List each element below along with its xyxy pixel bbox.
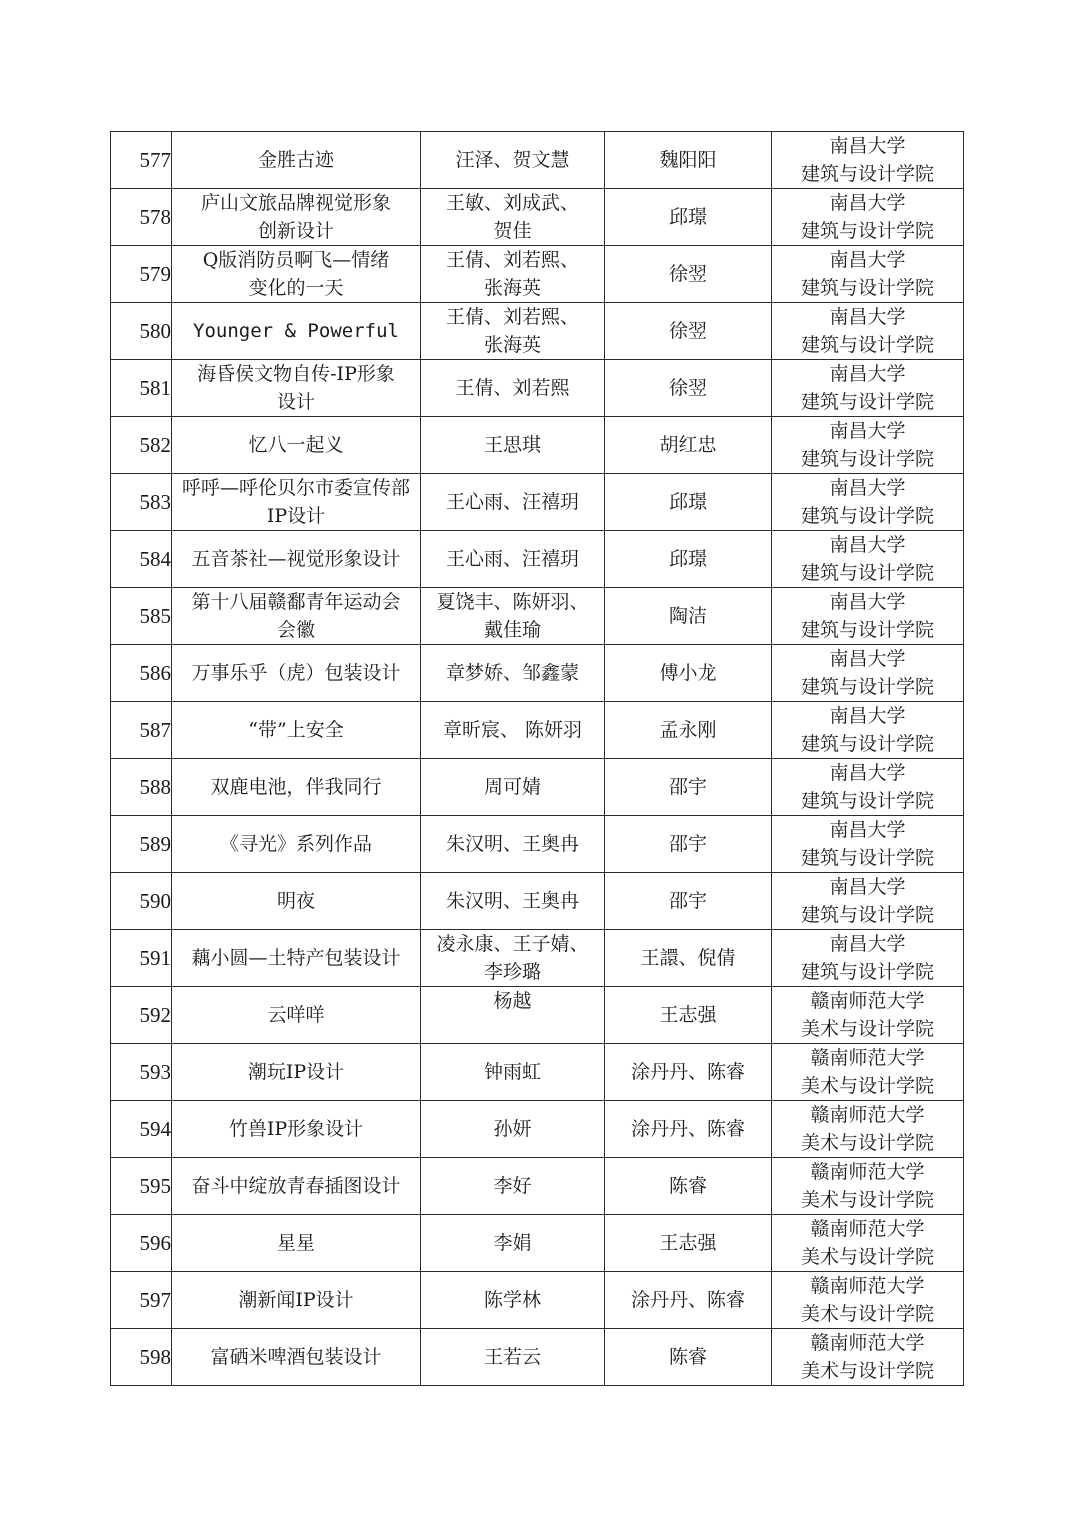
authors-cell xyxy=(421,1044,605,1101)
entry-number-cell xyxy=(111,816,172,873)
entry-number: 595 xyxy=(139,1174,171,1198)
school-cell xyxy=(772,417,964,474)
entry-number: 594 xyxy=(139,1117,171,1141)
work-title-cell xyxy=(172,1158,421,1215)
table-row xyxy=(111,1158,964,1215)
work-title-cell xyxy=(172,1329,421,1386)
advisor: 陈睿 xyxy=(668,1346,707,1368)
authors-cell xyxy=(421,645,605,702)
entry-number-cell xyxy=(111,987,172,1044)
school: 赣南师范大学 美术与设计学院 xyxy=(800,1218,934,1268)
work-title: 海昏侯文物自传-IP形象 设计 xyxy=(197,363,395,413)
work-title-cell xyxy=(172,759,421,816)
entry-number-cell xyxy=(111,1044,172,1101)
work-title-cell xyxy=(172,987,421,1044)
work-title: 双鹿电池，伴我同行 xyxy=(210,776,382,798)
authors-cell xyxy=(421,1272,605,1329)
award-table-body xyxy=(111,132,964,1386)
authors: 孙妍 xyxy=(493,1118,532,1140)
advisor: 王譞、倪倩 xyxy=(640,947,736,969)
advisor-cell xyxy=(605,531,772,588)
school: 赣南师范大学 美术与设计学院 xyxy=(800,990,934,1040)
table-row xyxy=(111,645,964,702)
school-cell xyxy=(772,759,964,816)
award-table xyxy=(110,131,964,1386)
authors: 李娟 xyxy=(493,1232,532,1254)
school: 赣南师范大学 美术与设计学院 xyxy=(800,1104,934,1154)
authors-cell xyxy=(421,189,605,246)
entry-number: 598 xyxy=(139,1345,171,1369)
work-title-cell xyxy=(172,645,421,702)
advisor-cell xyxy=(605,930,772,987)
table-row xyxy=(111,417,964,474)
work-title: 潮玩IP设计 xyxy=(247,1061,345,1083)
table-row xyxy=(111,189,964,246)
advisor-cell xyxy=(605,702,772,759)
school: 南昌大学 建筑与设计学院 xyxy=(800,534,934,584)
table-row xyxy=(111,987,964,1044)
school-cell xyxy=(772,816,964,873)
work-title: Q版消防员啊飞—情绪 变化的一天 xyxy=(202,249,390,299)
authors: 章昕宸、 陈妍羽 xyxy=(442,719,583,741)
work-title: 星星 xyxy=(276,1232,315,1254)
school: 南昌大学 建筑与设计学院 xyxy=(800,477,934,527)
work-title-cell xyxy=(172,930,421,987)
school-cell xyxy=(772,132,964,189)
entry-number-cell xyxy=(111,189,172,246)
school: 南昌大学 建筑与设计学院 xyxy=(800,819,934,869)
school: 南昌大学 建筑与设计学院 xyxy=(800,249,934,299)
authors: 王倩、刘若熙、 张海英 xyxy=(445,249,579,299)
entry-number: 578 xyxy=(139,205,171,229)
school-cell xyxy=(772,645,964,702)
advisor: 陶洁 xyxy=(668,605,707,627)
school: 南昌大学 建筑与设计学院 xyxy=(800,591,934,641)
advisor: 涂丹丹、陈睿 xyxy=(630,1061,745,1083)
entry-number-cell xyxy=(111,759,172,816)
table-row xyxy=(111,930,964,987)
entry-number: 580 xyxy=(139,319,171,343)
advisor: 王志强 xyxy=(659,1232,717,1254)
entry-number: 586 xyxy=(139,661,171,685)
authors-cell xyxy=(421,1158,605,1215)
authors-cell xyxy=(421,1101,605,1158)
work-title: 《寻光》系列作品 xyxy=(219,833,372,855)
advisor-cell xyxy=(605,1044,772,1101)
school: 南昌大学 建筑与设计学院 xyxy=(800,192,934,242)
school: 赣南师范大学 美术与设计学院 xyxy=(800,1047,934,1097)
authors-cell xyxy=(421,474,605,531)
work-title-cell xyxy=(172,360,421,417)
school-cell xyxy=(772,873,964,930)
work-title: 万事乐乎（虎）包装设计 xyxy=(191,662,401,684)
work-title-cell xyxy=(172,246,421,303)
advisor: 涂丹丹、陈睿 xyxy=(630,1289,745,1311)
advisor-cell xyxy=(605,1101,772,1158)
table-row xyxy=(111,246,964,303)
work-title: 忆八一起义 xyxy=(248,434,344,456)
authors: 夏饶丰、陈妍羽、 戴佳瑜 xyxy=(436,591,589,641)
table-row xyxy=(111,1101,964,1158)
advisor: 魏阳阳 xyxy=(659,149,717,171)
work-title: 潮新闻IP设计 xyxy=(238,1289,354,1311)
work-title: 藕小圆—土特产包装设计 xyxy=(191,947,401,969)
authors-cell xyxy=(421,759,605,816)
advisor: 孟永刚 xyxy=(659,719,717,741)
work-title-cell xyxy=(172,873,421,930)
authors: 杨越 xyxy=(493,990,532,1012)
work-title: 五音茶社—视觉形象设计 xyxy=(191,548,401,570)
work-title-cell xyxy=(172,531,421,588)
entry-number: 585 xyxy=(139,604,171,628)
entry-number-cell xyxy=(111,1272,172,1329)
work-title-cell xyxy=(172,474,421,531)
authors-cell xyxy=(421,1215,605,1272)
advisor-cell xyxy=(605,645,772,702)
work-title-cell xyxy=(172,1044,421,1101)
advisor-cell xyxy=(605,816,772,873)
entry-number-cell xyxy=(111,360,172,417)
advisor-cell xyxy=(605,759,772,816)
school-cell xyxy=(772,303,964,360)
advisor: 王志强 xyxy=(659,1004,717,1026)
advisor-cell xyxy=(605,360,772,417)
authors: 章梦娇、邹鑫蒙 xyxy=(445,662,579,684)
school-cell xyxy=(772,987,964,1044)
table-row xyxy=(111,132,964,189)
work-title: 庐山文旅品牌视觉形象 创新设计 xyxy=(200,192,391,242)
work-title: 金胜古迹 xyxy=(257,149,334,171)
table-row xyxy=(111,588,964,645)
school-cell xyxy=(772,189,964,246)
work-title: 第十八届赣鄱青年运动会 会徽 xyxy=(191,591,401,641)
authors: 王倩、刘若熙 xyxy=(455,377,570,399)
work-title: 云咩咩 xyxy=(267,1004,325,1026)
advisor-cell xyxy=(605,189,772,246)
school: 南昌大学 建筑与设计学院 xyxy=(800,363,934,413)
work-title: 奋斗中绽放青春插图设计 xyxy=(191,1175,401,1197)
school-cell xyxy=(772,246,964,303)
school: 赣南师范大学 美术与设计学院 xyxy=(800,1275,934,1325)
work-title-cell xyxy=(172,588,421,645)
school: 南昌大学 建筑与设计学院 xyxy=(800,762,934,812)
advisor: 邱璟 xyxy=(668,491,707,513)
advisor: 陈睿 xyxy=(668,1175,707,1197)
school: 南昌大学 建筑与设计学院 xyxy=(800,135,934,185)
entry-number-cell xyxy=(111,645,172,702)
school-cell xyxy=(772,1329,964,1386)
entry-number-cell xyxy=(111,132,172,189)
work-title-cell xyxy=(172,189,421,246)
advisor: 邵宇 xyxy=(668,833,707,855)
school-cell xyxy=(772,474,964,531)
school-cell xyxy=(772,360,964,417)
advisor-cell xyxy=(605,1215,772,1272)
table-row xyxy=(111,531,964,588)
table-row xyxy=(111,873,964,930)
advisor-cell xyxy=(605,474,772,531)
entry-number-cell xyxy=(111,417,172,474)
advisor-cell xyxy=(605,588,772,645)
advisor-cell xyxy=(605,246,772,303)
authors-cell xyxy=(421,873,605,930)
entry-number: 593 xyxy=(139,1060,171,1084)
entry-number: 582 xyxy=(139,433,171,457)
school: 南昌大学 建筑与设计学院 xyxy=(800,933,934,983)
authors-cell xyxy=(421,246,605,303)
authors: 王若云 xyxy=(483,1346,541,1368)
entry-number: 587 xyxy=(139,718,171,742)
authors: 王敏、刘成武、 贺佳 xyxy=(445,192,579,242)
entry-number: 589 xyxy=(139,832,171,856)
authors-cell xyxy=(421,360,605,417)
advisor-cell xyxy=(605,873,772,930)
table-row xyxy=(111,360,964,417)
advisor-cell xyxy=(605,987,772,1044)
authors: 李好 xyxy=(493,1175,532,1197)
work-title-cell xyxy=(172,1272,421,1329)
authors: 王心雨、汪禧玥 xyxy=(445,548,579,570)
advisor-cell xyxy=(605,303,772,360)
advisor: 涂丹丹、陈睿 xyxy=(630,1118,745,1140)
work-title-cell xyxy=(172,1101,421,1158)
table-row xyxy=(111,1044,964,1101)
entry-number: 592 xyxy=(139,1003,171,1027)
school: 南昌大学 建筑与设计学院 xyxy=(800,420,934,470)
table-row xyxy=(111,474,964,531)
entry-number-cell xyxy=(111,246,172,303)
entry-number: 577 xyxy=(139,148,171,172)
entry-number-cell xyxy=(111,1101,172,1158)
entry-number-cell xyxy=(111,474,172,531)
authors-cell xyxy=(421,987,605,1044)
authors: 朱汉明、王奥冉 xyxy=(445,833,579,855)
work-title: 明夜 xyxy=(276,890,315,912)
entry-number-cell xyxy=(111,588,172,645)
school: 南昌大学 建筑与设计学院 xyxy=(800,705,934,755)
work-title-cell xyxy=(172,702,421,759)
entry-number-cell xyxy=(111,1158,172,1215)
entry-number: 597 xyxy=(139,1288,171,1312)
school-cell xyxy=(772,588,964,645)
work-title-cell xyxy=(172,1215,421,1272)
authors-cell xyxy=(421,1329,605,1386)
advisor-cell xyxy=(605,1329,772,1386)
work-title-cell xyxy=(172,816,421,873)
entry-number: 579 xyxy=(139,262,171,286)
authors: 王心雨、汪禧玥 xyxy=(445,491,579,513)
advisor: 邱璟 xyxy=(668,548,707,570)
work-title: 呼呼—呼伦贝尔市委宣传部 IP设计 xyxy=(181,477,410,527)
advisor-cell xyxy=(605,1272,772,1329)
school-cell xyxy=(772,702,964,759)
authors: 周可婧 xyxy=(483,776,541,798)
entry-number: 588 xyxy=(139,775,171,799)
table-row xyxy=(111,1272,964,1329)
authors-cell xyxy=(421,303,605,360)
authors: 钟雨虹 xyxy=(483,1061,541,1083)
school-cell xyxy=(772,1272,964,1329)
advisor: 邵宇 xyxy=(668,890,707,912)
authors: 朱汉明、王奥冉 xyxy=(445,890,579,912)
advisor: 徐翌 xyxy=(668,320,707,342)
table-row xyxy=(111,303,964,360)
work-title-cell xyxy=(172,132,421,189)
authors-cell xyxy=(421,132,605,189)
entry-number-cell xyxy=(111,531,172,588)
work-title-cell xyxy=(172,303,421,360)
table-row xyxy=(111,1329,964,1386)
entry-number-cell xyxy=(111,930,172,987)
advisor-cell xyxy=(605,1158,772,1215)
work-title: 竹兽IP形象设计 xyxy=(228,1118,364,1140)
advisor: 徐翌 xyxy=(668,263,707,285)
authors: 王思琪 xyxy=(483,434,541,456)
entry-number-cell xyxy=(111,1329,172,1386)
advisor: 邱璟 xyxy=(668,206,707,228)
school-cell xyxy=(772,1044,964,1101)
work-title: “带”上安全 xyxy=(248,719,344,741)
school: 赣南师范大学 美术与设计学院 xyxy=(800,1332,934,1382)
table-row xyxy=(111,759,964,816)
entry-number: 583 xyxy=(139,490,171,514)
authors-cell xyxy=(421,930,605,987)
authors-cell xyxy=(421,417,605,474)
school-cell xyxy=(772,531,964,588)
table-row xyxy=(111,702,964,759)
advisor: 傅小龙 xyxy=(659,662,717,684)
entry-number-cell xyxy=(111,1215,172,1272)
advisor-cell xyxy=(605,417,772,474)
school: 南昌大学 建筑与设计学院 xyxy=(800,876,934,926)
advisor: 徐翌 xyxy=(668,377,707,399)
entry-number-cell xyxy=(111,702,172,759)
school-cell xyxy=(772,1158,964,1215)
authors-cell xyxy=(421,816,605,873)
advisor: 邵宇 xyxy=(668,776,707,798)
school-cell xyxy=(772,1101,964,1158)
authors-cell xyxy=(421,588,605,645)
school-cell xyxy=(772,930,964,987)
school: 南昌大学 建筑与设计学院 xyxy=(800,648,934,698)
authors: 汪泽、贺文慧 xyxy=(455,149,570,171)
authors-cell xyxy=(421,702,605,759)
work-title-cell xyxy=(172,417,421,474)
entry-number: 584 xyxy=(139,547,171,571)
authors-cell xyxy=(421,531,605,588)
advisor: 胡红忠 xyxy=(659,434,717,456)
school-cell xyxy=(772,1215,964,1272)
entry-number: 596 xyxy=(139,1231,171,1255)
advisor-cell xyxy=(605,132,772,189)
entry-number: 581 xyxy=(139,376,171,400)
entry-number-cell xyxy=(111,303,172,360)
authors: 陈学林 xyxy=(483,1289,541,1311)
entry-number: 591 xyxy=(139,946,171,970)
table-row xyxy=(111,816,964,873)
entry-number: 590 xyxy=(139,889,171,913)
entry-number-cell xyxy=(111,873,172,930)
school: 南昌大学 建筑与设计学院 xyxy=(800,306,934,356)
work-title: 富硒米啤酒包装设计 xyxy=(210,1346,382,1368)
authors: 王倩、刘若熙、 张海英 xyxy=(445,306,579,356)
work-title: Younger & Powerful xyxy=(193,320,399,342)
table-row xyxy=(111,1215,964,1272)
authors: 凌永康、王子婧、 李珍璐 xyxy=(436,933,589,983)
school: 赣南师范大学 美术与设计学院 xyxy=(800,1161,934,1211)
